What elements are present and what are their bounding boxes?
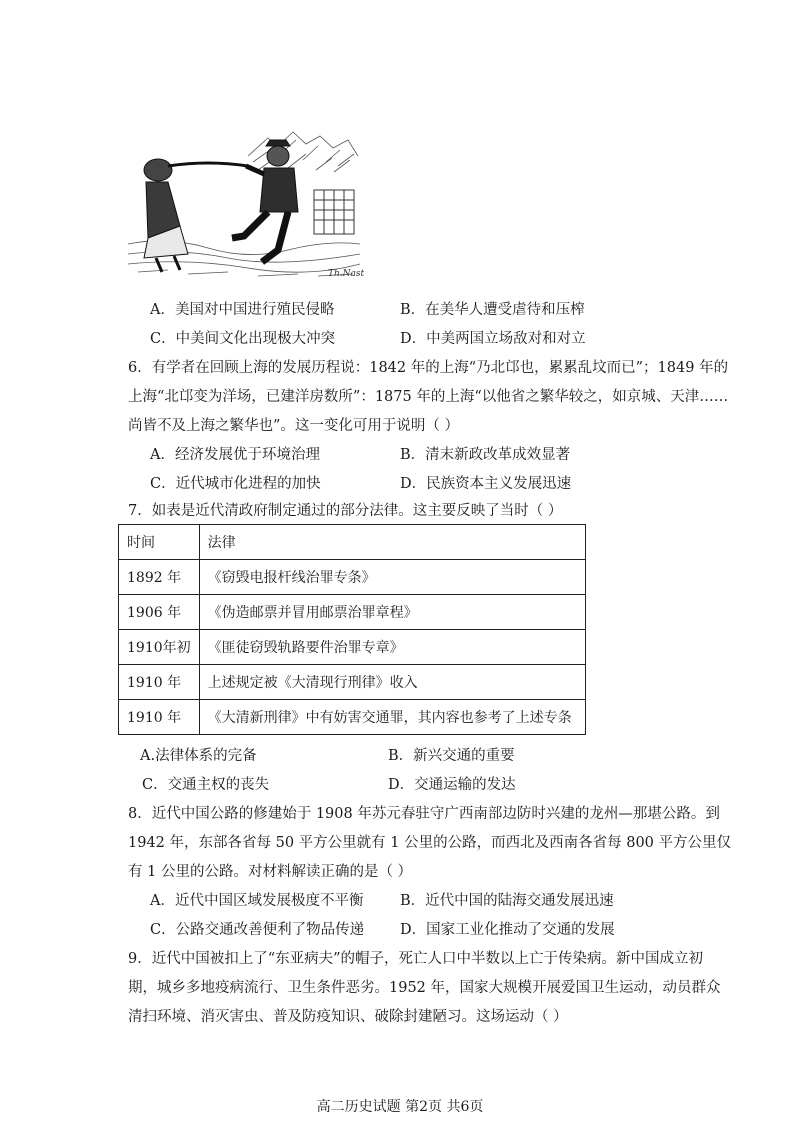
table-cell-time: 1910 年: [119, 665, 200, 700]
q8-option-c: C．公路交通改善便利了物品传递: [150, 922, 365, 938]
table-row: [119, 700, 586, 735]
q6-stem-line-1: 6．有学者在回顾上海的发展历程说：1842 年的上海“乃北邙也，累累乱坟而已”；1849 年的: [128, 360, 729, 376]
laws-table: [118, 524, 586, 735]
table-row: [119, 665, 586, 700]
table-cell-law: 上述规定被《大清现行刑律》收入: [199, 665, 585, 700]
table-cell-law: 《匪徒窃毁轨路要件治罪专章》: [199, 630, 585, 665]
q8-stem-line-2: 1942 年，东部各省每 50 平方公里就有 1 公里的公路，而西北及西南各省每 800 平方公里仅: [128, 835, 732, 851]
q9-stem-line-3: 清扫环境、消灭害虫、普及防疫知识、破除封建陋习。这场运动（ ）: [128, 1009, 568, 1025]
q5-option-d: D．中美两国立场敌对和对立: [400, 331, 586, 347]
q5-option-b: B．在美华人遭受虐待和压榨: [400, 302, 585, 318]
table-header-row: [119, 525, 586, 560]
q6-option-b: B．清末新政改革成效显著: [400, 447, 571, 463]
q8-option-d: D．国家工业化推动了交通的发展: [400, 922, 615, 938]
q7-option-b: B．新兴交通的重要: [388, 748, 515, 764]
q6-option-a: A．经济发展优于环境治理: [150, 447, 320, 463]
table-cell-law: 《窃毁电报杆线治罪专条》: [199, 560, 585, 595]
q8-option-b: B．近代中国的陆海交通发展迅速: [400, 893, 614, 909]
q6-option-d: D．民族资本主义发展迅速: [400, 476, 572, 492]
q7-option-a: A.法律体系的完备: [140, 748, 257, 764]
q5-option-c: C．中美间文化出现极大冲突: [150, 331, 336, 347]
table-row: [119, 630, 586, 665]
q8-stem-line-3: 有 1 公里的公路。对材料解读正确的是（ ）: [128, 864, 413, 880]
q7-option-c: C．交通主权的丧失: [142, 777, 270, 793]
q7-stem: 7．如表是近代清政府制定通过的部分法律。这主要反映了当时（ ）: [128, 503, 563, 519]
table-cell-time: 1910年初: [119, 630, 200, 665]
q9-stem-line-1: 9．近代中国被扣上了“东亚病夫”的帽子，死亡人口中半数以上亡于传染病。新中国成立初: [128, 951, 704, 967]
artist-signature: Th.Nast: [328, 269, 365, 279]
table-cell-time: 1910 年: [119, 700, 200, 735]
page-footer: 高二历史试题 第2页 共6页: [316, 1099, 484, 1115]
table-cell-law: 《伪造邮票并冒用邮票治罪章程》: [199, 595, 585, 630]
q9-stem-line-2: 期，城乡多地疫病流行、卫生条件恶劣。1952 年，国家大规模开展爱国卫生运动，动员群众: [128, 980, 721, 996]
q6-option-c: C．近代城市化进程的加快: [150, 476, 321, 492]
table-cell-time: 1906 年: [119, 595, 200, 630]
q6-stem-line-3: 尚皆不及上海之繁华也”。这一变化可用于说明（ ）: [128, 418, 460, 434]
q7-option-d: D．交通运输的发达: [388, 777, 516, 793]
q8-stem-line-1: 8．近代中国公路的修建始于 1908 年苏元春驻守广西南部边防时兴建的龙州—那堪公路。到: [128, 806, 720, 822]
q8-option-a: A．近代中国区域发展极度不平衡: [150, 893, 364, 909]
cartoon-engraving-icon: [128, 126, 365, 282]
q6-stem-line-2: 上海“北邙变为洋场，已建洋房数所”：1875 年的上海“以他省之繁华较之，如京城、天津……: [128, 389, 729, 405]
table-header-law: 法律: [199, 525, 585, 560]
table-cell-law: 《大清新刑律》中有妨害交通罪，其内容也参考了上述专条: [199, 700, 585, 735]
q5-option-a: A．美国对中国进行殖民侵略: [150, 302, 335, 318]
table-cell-time: 1892 年: [119, 560, 200, 595]
table-header-time: 时间: [119, 525, 200, 560]
table-row: [119, 560, 586, 595]
table-row: [119, 595, 586, 630]
